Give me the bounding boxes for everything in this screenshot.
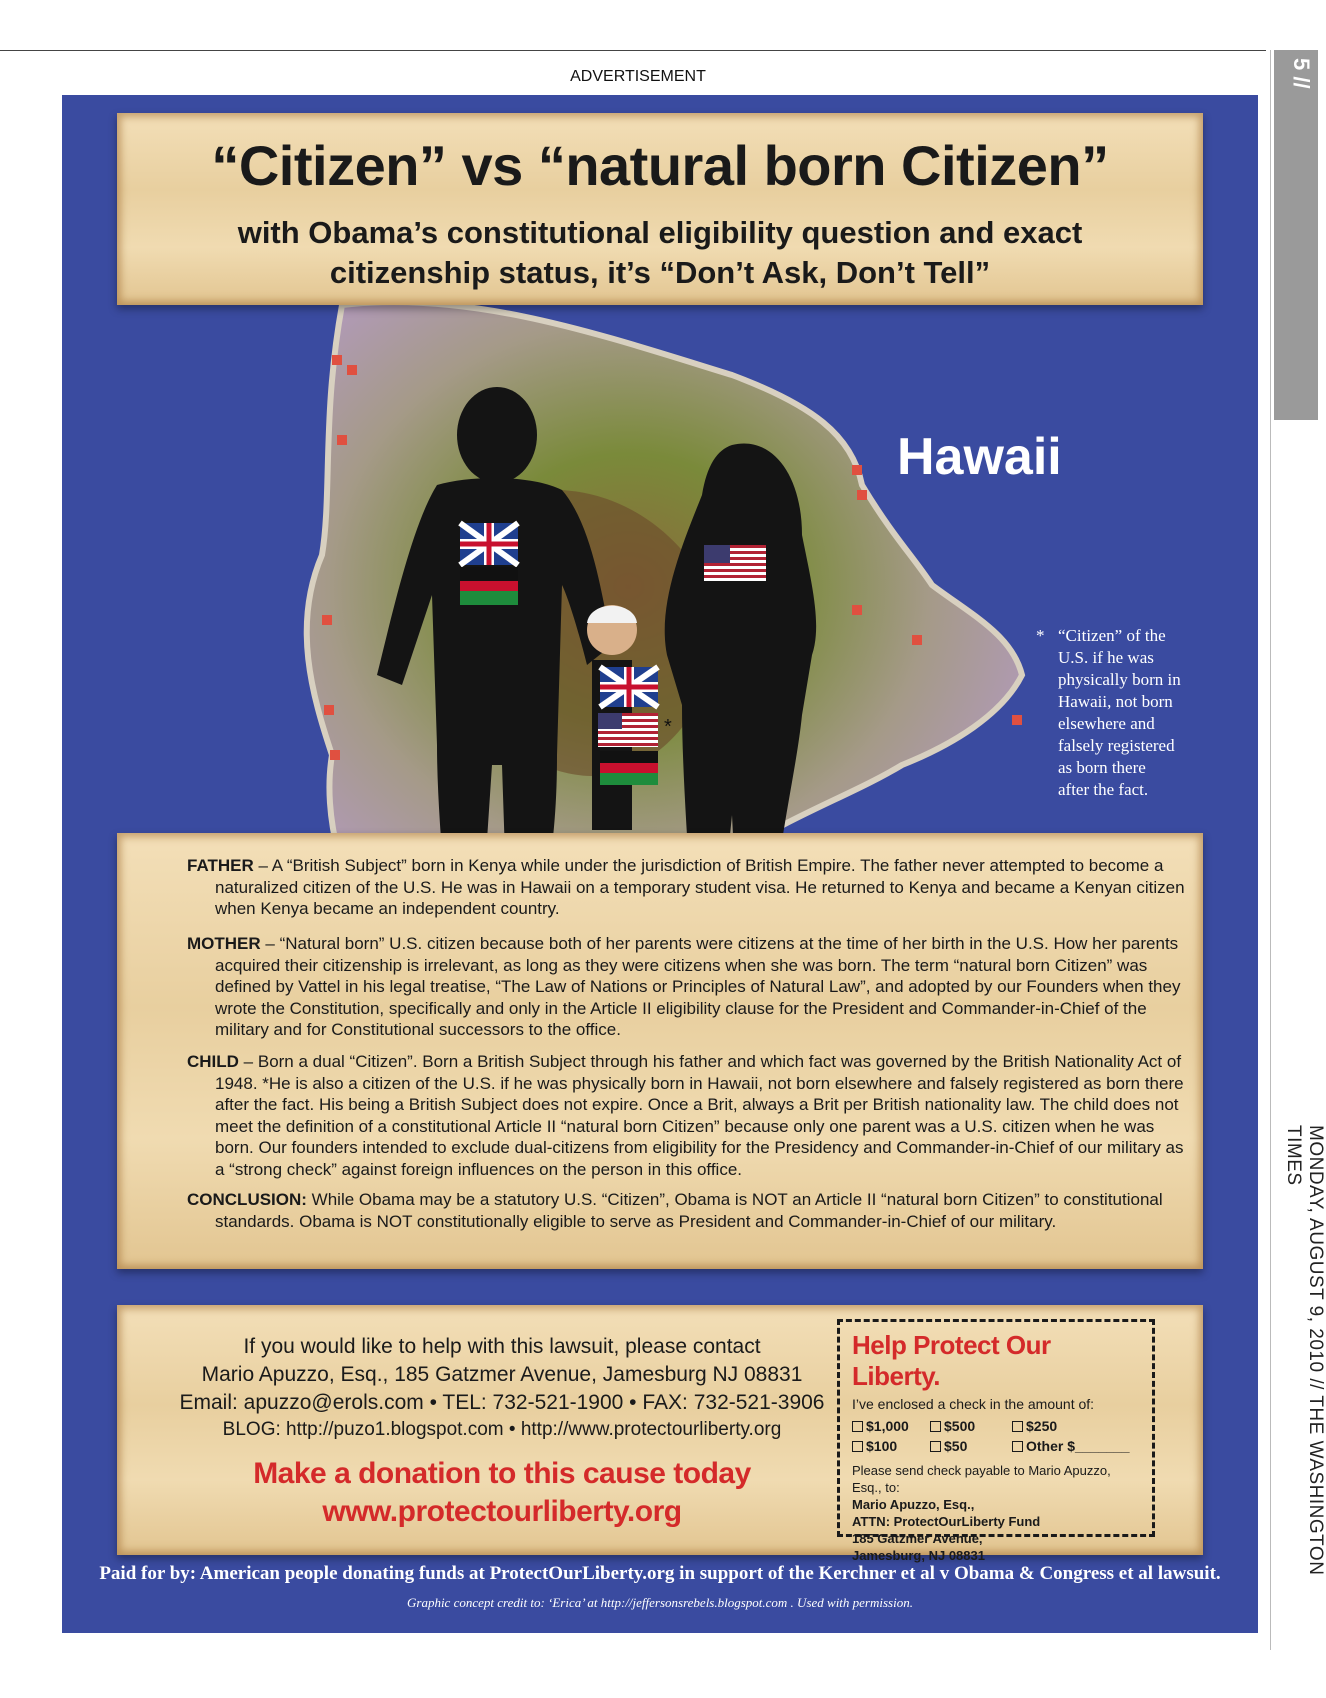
donation-line-1: Make a donation to this cause today <box>253 1457 751 1490</box>
page-number: 5 // <box>1289 58 1314 89</box>
contact-line-4: BLOG: http://puzo1.blogspot.com • http://www.protectourliberty.org <box>222 1419 782 1440</box>
amount-label: $50 <box>944 1438 968 1454</box>
footnote-line: “Citizen” of the <box>1058 626 1166 645</box>
donation-coupon <box>837 1319 1155 1563</box>
advertisement-text: ADVERTISEMENT <box>570 68 706 85</box>
child-label: CHILD <box>187 1052 239 1071</box>
contact-info <box>177 1333 827 1443</box>
subheadline-line-2: citizenship status, it’s “Don’t Ask, Don’t Tell” <box>329 255 991 290</box>
father-flags <box>460 523 518 605</box>
conclusion-text: While Obama may be a statutory U.S. “Citizen”, Obama is NOT an Article II “natural born Citizen” to constitutional standards. Obama is NOT constitutionally eligible to serve as President and Commander-in-Chief of our military. <box>215 1190 1163 1231</box>
dateline: MONDAY, AUGUST 9, 2010 // THE WASHINGTON TIMES <box>1283 1125 1326 1576</box>
coupon-address-line: 185 Gatzmer Avenue, <box>852 1531 983 1546</box>
donation-call <box>177 1455 827 1531</box>
amount-option <box>852 1438 930 1454</box>
coupon-options <box>852 1418 1140 1454</box>
amount-label: $100 <box>866 1438 898 1454</box>
footnote-line: physically born in <box>1058 670 1181 689</box>
mother-flag <box>704 545 766 581</box>
page-tab-tip <box>1274 370 1320 450</box>
amount-label: Other $_______ <box>1026 1438 1130 1454</box>
coupon-address-line: Jamesburg, NJ 08831 <box>852 1548 985 1563</box>
contact-banner <box>117 1305 1203 1563</box>
footnote-line: Hawaii, not born <box>1058 692 1173 711</box>
contact-line-2: Mario Apuzzo, Esq., 185 Gatzmer Avenue, Jamesburg NJ 08831 <box>201 1363 803 1386</box>
footnote-line: after the fact. <box>1058 780 1149 799</box>
mother-label: MOTHER <box>187 934 261 953</box>
coupon-address-line: Mario Apuzzo, Esq., <box>852 1497 975 1512</box>
amount-label: $250 <box>1026 1418 1058 1434</box>
footnote-line: as born there <box>1058 758 1146 777</box>
top-rule <box>0 50 1266 51</box>
child-text: – Born a dual “Citizen”. Born a British Subject through his father and which fact was governed by the British Nationality Act of 1948. *He is also a citizen of the U.S. if he was physically born in Hawaii, not born elsewhere and falsely registered as born there after the fact. His being a British Subject does not expire. Once a Brit, always a Brit per British nationality law. The child does not meet the definition of a constitutional Article II “natural born Citizen” because only one parent was a U.S. citizen when he was born. Our founders intended to exclude dual-citizens from eligibility for the Presidency and Commander-in-Chief of our military as a “strong check” against foreign influences on the person in this office. <box>215 1052 1184 1179</box>
footnote <box>1036 625 1242 801</box>
amount-option <box>1012 1418 1132 1434</box>
child-paragraph <box>187 1051 1185 1181</box>
subheadline <box>177 213 1143 293</box>
donation-url: www.protectourliberty.org <box>322 1495 682 1528</box>
checkbox-icon <box>930 1421 941 1432</box>
title-banner <box>117 113 1203 305</box>
headline: “Citizen” vs “natural born Citizen” <box>211 134 1109 197</box>
child-flag-star: * <box>664 716 672 738</box>
checkbox-icon <box>1012 1421 1023 1432</box>
footnote-line: falsely registered <box>1058 736 1175 755</box>
subheadline-line-1: with Obama’s constitutional eligibility question and exact <box>237 215 1083 250</box>
child-flags <box>598 667 658 785</box>
mother-text: – “Natural born” U.S. citizen because both of her parents were citizens at the time of her birth in the U.S. How her parents acquired their citizenship is irrelevant, as long as they were citizens when she was born. The term “natural born Citizen” was defined by Vattel in his legal treatise, “The Law of Nations or Principles of Natural Law”, and adopted by our Founders when they wrote the Constitution, specifically and only in the Article II eligibility clause for the President and Commander-in-Chief of the military and for Constitutional successors to the office. <box>215 934 1181 1040</box>
conclusion-paragraph <box>187 1189 1185 1232</box>
checkbox-icon <box>930 1441 941 1452</box>
father-label: FATHER <box>187 856 254 875</box>
coupon-title: Help Protect Our Liberty. <box>852 1330 1051 1391</box>
map-label-hawaii: Hawaii <box>897 428 1062 486</box>
contact-line-1: If you would like to help with this lawsuit, please contact <box>243 1335 761 1358</box>
coupon-note: Please send check payable to Mario Apuzzo, Esq., to: <box>852 1463 1111 1495</box>
footnote-line: U.S. if he was <box>1058 648 1154 667</box>
father-paragraph <box>187 855 1185 920</box>
amount-label: $500 <box>944 1418 976 1434</box>
footnote-line: elsewhere and <box>1058 714 1155 733</box>
graphic-credit: Graphic concept credit to: ‘Erica’ at http://jeffersonsrebels.blogspot.com . Used with permission. <box>407 1595 913 1610</box>
coupon-address-line: ATTN: ProtectOurLiberty Fund <box>852 1514 1041 1529</box>
amount-option <box>930 1438 1012 1454</box>
amount-option <box>852 1418 930 1434</box>
checkbox-icon <box>1012 1441 1023 1452</box>
paid-for-notice: Paid for by: American people donating funds at ProtectOurLiberty.org in support of the Kerchner et al v Obama & Congress et al lawsuit. <box>99 1563 1221 1584</box>
amount-option <box>930 1418 1012 1434</box>
checkbox-icon <box>852 1441 863 1452</box>
body-banner <box>117 833 1203 1269</box>
coupon-subtitle: I’ve enclosed a check in the amount of: <box>852 1396 1095 1412</box>
advertisement-label <box>0 68 1320 86</box>
footnote-star: * <box>1036 626 1045 645</box>
contact-line-3: Email: apuzzo@erols.com • TEL: 732-521-1900 • FAX: 732-521-3906 <box>179 1391 825 1414</box>
amount-option <box>1012 1438 1132 1454</box>
checkbox-icon <box>852 1421 863 1432</box>
conclusion-label: CONCLUSION: <box>187 1190 307 1209</box>
amount-label: $1,000 <box>866 1418 909 1434</box>
mother-paragraph <box>187 933 1185 1041</box>
father-text: – A “British Subject” born in Kenya while under the jurisdiction of British Empire. The father never attempted to become a naturalized citizen of the U.S. He was in Hawaii on a temporary student visa. He returned to Kenya and became a Kenyan citizen when Kenya became an independent country. <box>215 856 1185 919</box>
advertisement <box>62 95 1258 1633</box>
